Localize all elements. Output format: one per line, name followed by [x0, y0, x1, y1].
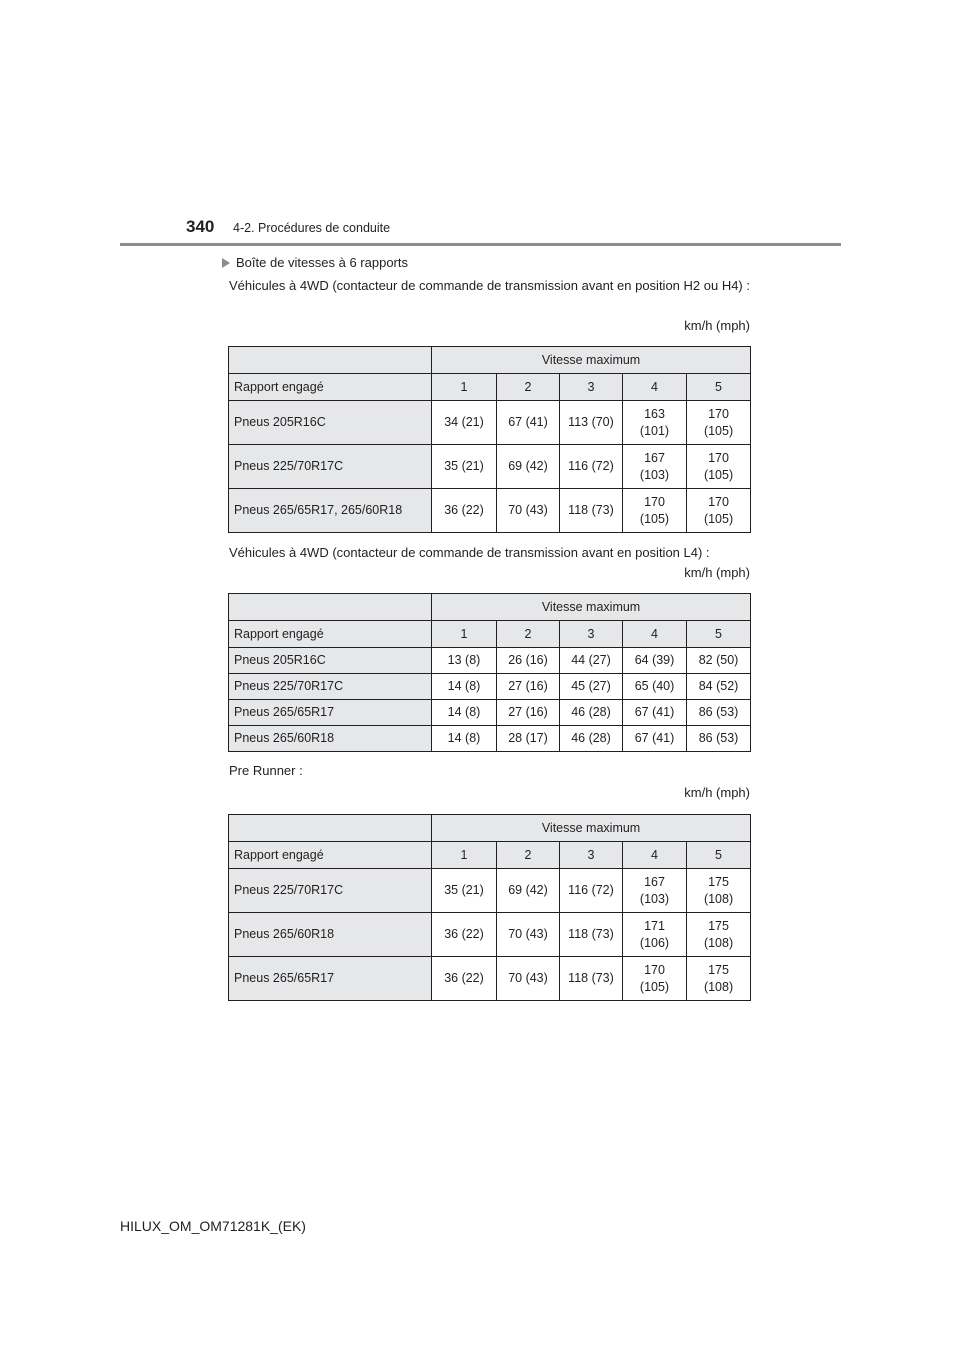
- speed-cell: 64 (39): [623, 648, 687, 674]
- table-corner: [229, 347, 432, 374]
- gear-label: Rapport engagé: [229, 621, 432, 648]
- gear-col: 3: [560, 842, 623, 869]
- row-label: Pneus 265/65R17: [229, 700, 432, 726]
- speed-cell: 170 (105): [687, 489, 751, 533]
- row-label: Pneus 265/60R18: [229, 726, 432, 752]
- speed-cell: 171 (106): [623, 913, 687, 957]
- table-row: [229, 648, 751, 674]
- speed-cell: 46 (28): [560, 700, 623, 726]
- gear-col: 1: [432, 374, 497, 401]
- speed-cell: 65 (40): [623, 674, 687, 700]
- speed-cell: 116 (72): [560, 445, 623, 489]
- speed-table-1: [228, 346, 751, 533]
- row-label: Pneus 265/65R17, 265/60R18: [229, 489, 432, 533]
- speed-cell: 170 (105): [687, 401, 751, 445]
- speed-cell: 167 (103): [623, 445, 687, 489]
- gear-label: Rapport engagé: [229, 374, 432, 401]
- speed-cell: 175 (108): [687, 913, 751, 957]
- table-3-unit: km/h (mph): [684, 785, 750, 800]
- gear-col: 3: [560, 374, 623, 401]
- speed-cell: 116 (72): [560, 869, 623, 913]
- speed-cell: 67 (41): [623, 726, 687, 752]
- table-header: Vitesse maximum: [432, 815, 751, 842]
- gear-label: Rapport engagé: [229, 842, 432, 869]
- speed-cell: 70 (43): [497, 957, 560, 1001]
- speed-cell: 46 (28): [560, 726, 623, 752]
- speed-cell: 175 (108): [687, 957, 751, 1001]
- speed-cell: 27 (16): [497, 674, 560, 700]
- speed-cell: 118 (73): [560, 489, 623, 533]
- speed-cell: 167 (103): [623, 869, 687, 913]
- speed-cell: 84 (52): [687, 674, 751, 700]
- row-label: Pneus 225/70R17C: [229, 674, 432, 700]
- table-3-intro: Pre Runner :: [229, 763, 303, 778]
- table-2-unit: km/h (mph): [684, 565, 750, 580]
- speed-cell: 36 (22): [432, 913, 497, 957]
- gear-col: 4: [623, 842, 687, 869]
- table-row: [229, 869, 751, 913]
- speed-cell: 86 (53): [687, 726, 751, 752]
- row-label: Pneus 265/60R18: [229, 913, 432, 957]
- gear-col: 2: [497, 842, 560, 869]
- footer-code: HILUX_OM_OM71281K_(EK): [120, 1218, 306, 1234]
- row-label: Pneus 225/70R17C: [229, 869, 432, 913]
- table-1-unit: km/h (mph): [684, 318, 750, 333]
- speed-cell: 35 (21): [432, 445, 497, 489]
- speed-cell: 113 (70): [560, 401, 623, 445]
- speed-cell: 27 (16): [497, 700, 560, 726]
- speed-cell: 67 (41): [497, 401, 560, 445]
- table-1-intro: Véhicules à 4WD (contacteur de commande de transmission avant en position H2 ou H4) :: [229, 278, 750, 293]
- speed-cell: 70 (43): [497, 489, 560, 533]
- gear-col: 2: [497, 621, 560, 648]
- speed-cell: 175 (108): [687, 869, 751, 913]
- table-row: [229, 401, 751, 445]
- subheading: [222, 255, 408, 270]
- table-2-intro: Véhicules à 4WD (contacteur de commande de transmission avant en position L4) :: [229, 545, 710, 560]
- speed-table-2: [228, 593, 751, 752]
- speed-cell: 118 (73): [560, 957, 623, 1001]
- table-header: Vitesse maximum: [432, 347, 751, 374]
- speed-cell: 86 (53): [687, 700, 751, 726]
- table-row: [229, 674, 751, 700]
- speed-cell: 69 (42): [497, 869, 560, 913]
- page-number: 340: [186, 217, 215, 236]
- speed-cell: 118 (73): [560, 913, 623, 957]
- header-rule: [120, 243, 841, 246]
- speed-cell: 14 (8): [432, 674, 497, 700]
- speed-cell: 70 (43): [497, 913, 560, 957]
- speed-cell: 170 (105): [687, 445, 751, 489]
- gear-col: 5: [687, 621, 751, 648]
- table-row: [229, 726, 751, 752]
- speed-cell: 44 (27): [560, 648, 623, 674]
- gear-col: 2: [497, 374, 560, 401]
- gear-col: 3: [560, 621, 623, 648]
- gear-col: 4: [623, 621, 687, 648]
- speed-cell: 67 (41): [623, 700, 687, 726]
- table-row: [229, 913, 751, 957]
- row-label: Pneus 205R16C: [229, 401, 432, 445]
- table-row: [229, 489, 751, 533]
- table-row: [229, 700, 751, 726]
- speed-cell: 28 (17): [497, 726, 560, 752]
- table-corner: [229, 594, 432, 621]
- table-header: Vitesse maximum: [432, 594, 751, 621]
- speed-cell: 14 (8): [432, 726, 497, 752]
- speed-cell: 35 (21): [432, 869, 497, 913]
- speed-cell: 82 (50): [687, 648, 751, 674]
- triangle-bullet-icon: [222, 258, 230, 268]
- subheading-text: Boîte de vitesses à 6 rapports: [236, 255, 408, 270]
- speed-cell: 170 (105): [623, 489, 687, 533]
- speed-cell: 36 (22): [432, 957, 497, 1001]
- gear-col: 1: [432, 842, 497, 869]
- table-row: [229, 445, 751, 489]
- gear-col: 5: [687, 374, 751, 401]
- speed-cell: 13 (8): [432, 648, 497, 674]
- row-label: Pneus 205R16C: [229, 648, 432, 674]
- table-corner: [229, 815, 432, 842]
- speed-cell: 163 (101): [623, 401, 687, 445]
- speed-cell: 14 (8): [432, 700, 497, 726]
- speed-cell: 26 (16): [497, 648, 560, 674]
- section-title: 4-2. Procédures de conduite: [233, 221, 391, 235]
- speed-cell: 69 (42): [497, 445, 560, 489]
- speed-cell: 170 (105): [623, 957, 687, 1001]
- speed-table-3: [228, 814, 751, 1001]
- table-row: [229, 957, 751, 1001]
- gear-col: 5: [687, 842, 751, 869]
- speed-cell: 36 (22): [432, 489, 497, 533]
- gear-col: 4: [623, 374, 687, 401]
- row-label: Pneus 265/65R17: [229, 957, 432, 1001]
- row-label: Pneus 225/70R17C: [229, 445, 432, 489]
- speed-cell: 34 (21): [432, 401, 497, 445]
- speed-cell: 45 (27): [560, 674, 623, 700]
- gear-col: 1: [432, 621, 497, 648]
